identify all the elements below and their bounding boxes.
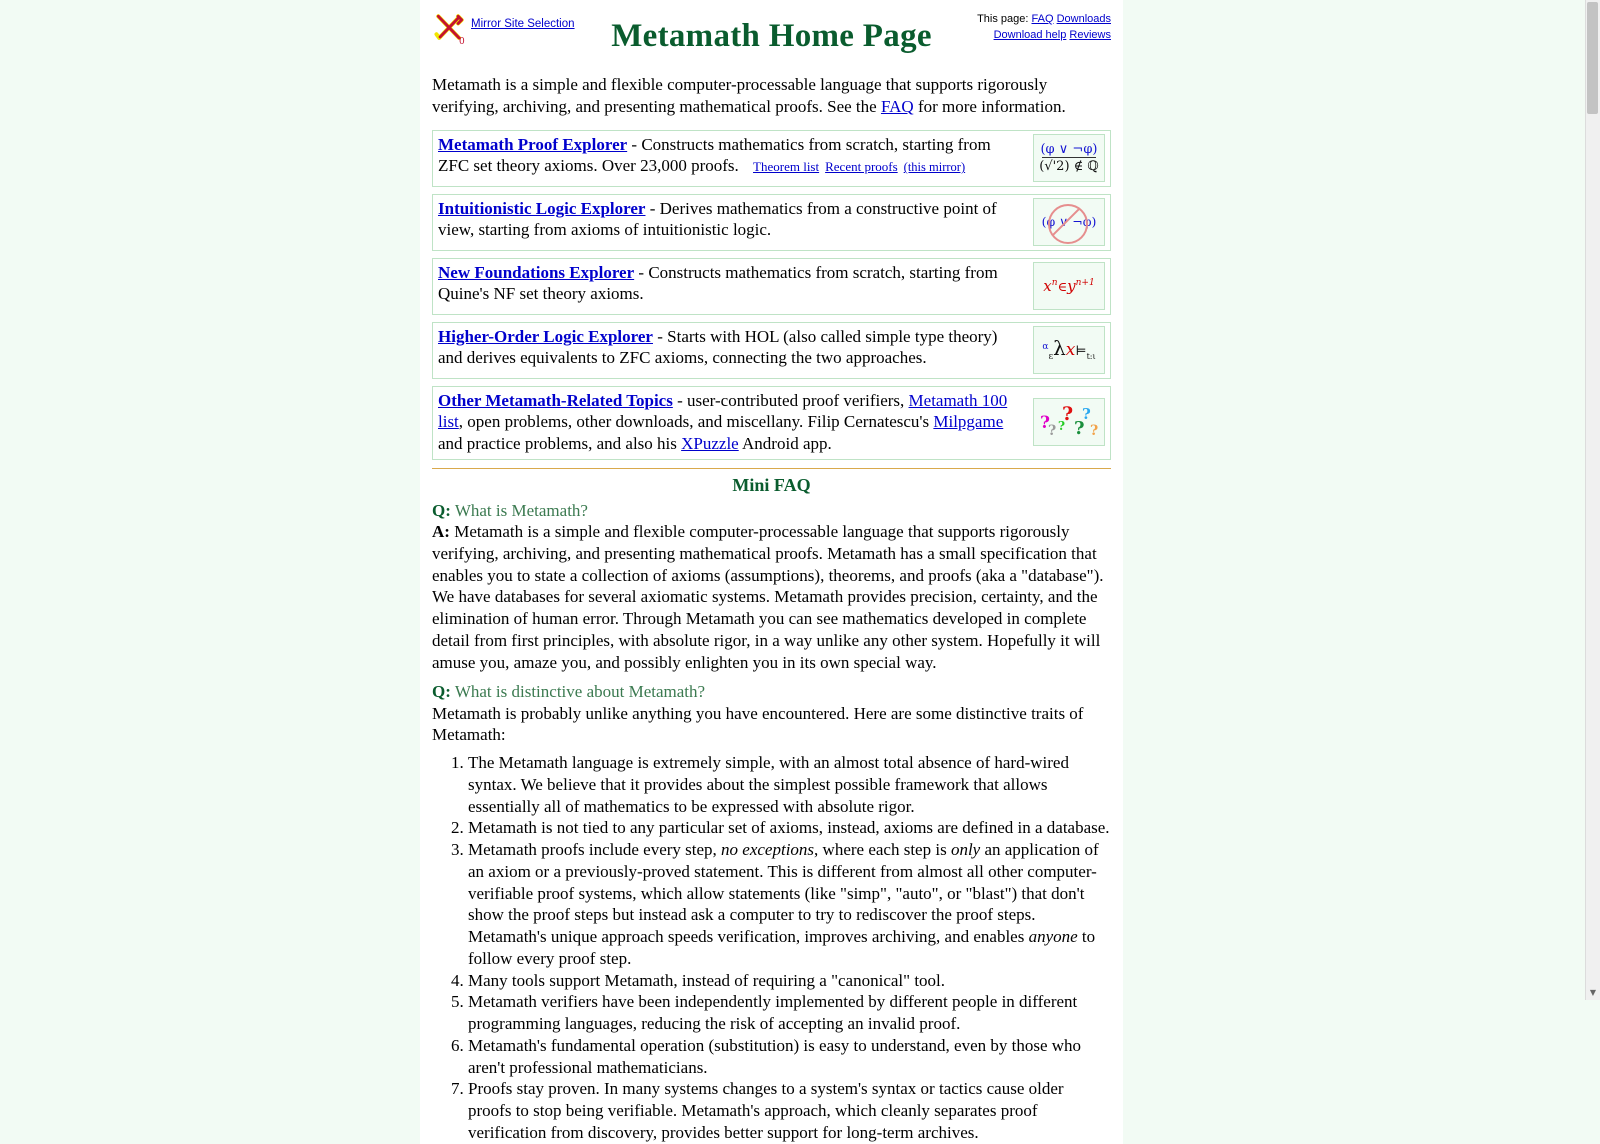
icon-base-x: x	[1043, 276, 1052, 295]
quicklink-faq[interactable]: FAQ	[1031, 13, 1054, 25]
scroll-down-arrow-icon[interactable]: ▼	[1589, 988, 1597, 997]
question-mark-glyph-4: ?	[1062, 403, 1074, 426]
page-quicklinks	[977, 12, 1111, 44]
icon-formula-bottom: (√'2) ∉ ℚ	[1039, 158, 1099, 174]
question-marks-group	[1036, 401, 1102, 443]
trait-item: 4. Many tools support Metamath, instead of requiring a "canonical" tool.	[468, 970, 1111, 992]
stratified-membership-icon	[1033, 262, 1105, 310]
trait-item: 3. Metamath proofs include every step, no exceptions, where each step is only an application of an axiom or a previously-proved statement. This is different from almost all other computer-verifiable proof systems, which allow statements (like "simp", "auto", or "blast") that don't show the proof steps but instead ask a computer to try to rediscover the proof steps. Metamath's unique approach speeds verification, improves archiving, and enables anyone to follow every proof step.	[468, 839, 1111, 970]
faq-entries	[432, 500, 1111, 746]
page-title: Metamath Home Page	[611, 18, 932, 54]
icon-lambda: λ	[1053, 335, 1066, 360]
explorer-box-list	[432, 130, 1111, 460]
intro-text: Metamath is a simple and flexible computer-processable language that supports rigorously verifying, archiving, and presenting mathematical proofs. See the	[432, 75, 1048, 116]
explorer-box-higher-order-logic-explorer[interactable]	[432, 322, 1111, 379]
svg-text:0: 0	[459, 37, 465, 48]
trait-item: 1. The Metamath language is extremely simple, with an almost total absence of hard-wired syntax. We believe that it provides about the simplest possible framework that allows essentially all of mathematics to be expressed with absolute rigor.	[468, 752, 1111, 817]
explorer-text	[438, 198, 1033, 246]
icon-variable-x: x	[1065, 339, 1076, 360]
scrollbar-thumb[interactable]	[1587, 2, 1598, 114]
q-marker: Q:	[432, 682, 451, 702]
explorer-link-mpe[interactable]: Metamath Proof Explorer	[438, 134, 628, 154]
explorer-link-nfe[interactable]: New Foundations Explorer	[438, 262, 635, 282]
emphasis-text: only	[950, 840, 981, 859]
explorer-desc: - Derives mathematics from a constructive point of view, starting from axioms of intuitionistic logic.	[438, 198, 997, 240]
prohibition-circle-icon	[1048, 204, 1088, 244]
page-header	[420, 0, 1123, 70]
icon-divider	[1042, 157, 1095, 158]
quicklink-download-help[interactable]: Download help	[993, 28, 1067, 41]
icon-alpha: α	[1042, 341, 1049, 352]
excluded-middle-and-irrational-root2-icon	[1033, 134, 1105, 182]
intro-faq-link[interactable]: FAQ	[880, 96, 914, 116]
question-mark-glyph-6: ?	[1082, 405, 1091, 424]
theorem-list-link[interactable]: Theorem list	[753, 159, 820, 175]
intro-paragraph	[432, 74, 1111, 118]
icon-formula: (φ ∨ ¬φ)	[1041, 214, 1097, 229]
quicklinks-label: This page:	[977, 13, 1029, 25]
faq-answer-2: Metamath is probably unlike anything you have encountered. Here are some distinctive traits of Metamath:	[432, 703, 1084, 745]
explorer-text	[438, 326, 1033, 374]
lambda-typing-icon	[1033, 326, 1105, 374]
a-text: Metamath is a simple and flexible computer-processable language that supports rigorously verifying, archiving, and presenting mathematical proofs. Metamath has a small specification that enables you to state a collection of axioms (assumptions), theorems, and proofs (aka a "database"). We have databases for several axiomatic systems. Metamath provides precision, certainty, and the elimination of human error. Through Metamath you can see mathematics developed in complete detail from first principles, with absolute rigor, in a way unlike any other system. Hopefully it will amuse you, amaze you, and possibly enlighten you in its own special way.	[432, 522, 1104, 672]
intro-text-tail: for more information.	[913, 96, 1066, 116]
explorer-desc: - Starts with HOL (also called simple type theory) and derives equivalents to ZFC axioms, connecting the two approaches.	[438, 326, 998, 368]
explorer-text	[438, 134, 1033, 182]
explorer-desc-part-2: , open problems, other downloads, and miscellany. Filip Cernatescu's	[458, 412, 934, 432]
explorer-desc: - Constructs mathematics from scratch, starting from ZFC set theory axioms. Over 23,000 proofs.	[438, 134, 991, 176]
question-mark-glyph-2: ?	[1048, 423, 1057, 440]
a-marker: A:	[432, 522, 450, 541]
question-mark-glyph-3: ?	[1058, 419, 1066, 434]
explorer-box-intuitionistic-logic-explorer[interactable]	[432, 194, 1111, 251]
icon-base-y: y	[1067, 276, 1076, 295]
milpgame-link[interactable]: Milpgame	[933, 412, 1004, 432]
logo-group	[432, 10, 575, 46]
explorer-link-other-topics[interactable]: Other Metamath-Related Topics	[438, 390, 673, 410]
icon-epsilon: ε	[1048, 351, 1054, 362]
colored-question-marks-icon	[1033, 398, 1105, 446]
faq-question-1	[432, 500, 1111, 521]
explorer-box-other-topics[interactable]	[432, 386, 1111, 460]
metamath-aleph-null-logo-icon	[432, 10, 468, 46]
icon-formula-top: (φ ∨ ¬φ)	[1040, 141, 1098, 157]
trait-item: 6. Metamath's fundamental operation (substitution) is easy to understand, even by those who aren't professional mathematicians.	[468, 1035, 1111, 1079]
explorer-desc-part-3: and practice problems, and also his	[438, 434, 682, 453]
explorer-desc-part-1: - user-contributed proof verifiers,	[672, 390, 909, 410]
faq-question-2	[432, 681, 1111, 702]
q-text: What is distinctive about Metamath?	[454, 682, 706, 702]
q-text: What is Metamath?	[454, 500, 588, 520]
explorer-link-ile[interactable]: Intuitionistic Logic Explorer	[438, 198, 646, 218]
no-excluded-middle-icon	[1033, 198, 1105, 246]
explorer-box-new-foundations-explorer[interactable]	[432, 258, 1111, 315]
icon-membership-op: ∈	[1057, 279, 1068, 295]
explorer-desc: - Constructs mathematics from scratch, starting from Quine's NF set theory axioms.	[438, 262, 998, 304]
distinctive-traits-list	[432, 752, 1111, 1144]
question-mark-glyph-5: ?	[1074, 418, 1085, 440]
mirror-site-selection-link[interactable]: Mirror Site Selection	[471, 18, 575, 30]
vertical-scrollbar[interactable]	[1585, 0, 1600, 1000]
explorer-sublinks	[753, 159, 971, 174]
icon-sup-n: n	[1051, 277, 1058, 288]
explorer-text	[438, 390, 1033, 455]
icon-entails: ⊨	[1075, 343, 1087, 359]
metamath-100-list-link[interactable]: Metamath 100 list	[438, 390, 1008, 432]
xpuzzle-link[interactable]: XPuzzle	[681, 434, 739, 453]
emphasis-text: no exceptions	[721, 840, 815, 859]
faq-answer-1	[432, 521, 1111, 673]
faq-divider	[432, 468, 1111, 469]
q-marker: Q:	[432, 500, 451, 520]
recent-proofs-link[interactable]: Recent proofs	[825, 159, 898, 175]
question-mark-glyph-1: ?	[1040, 413, 1050, 434]
faq-heading: Mini FAQ	[732, 474, 811, 495]
trait-item: 2. Metamath is not tied to any particular set of axioms, instead, axioms are defined in a database.	[468, 817, 1111, 839]
this-mirror-link[interactable]: (this mirror)	[903, 160, 966, 175]
explorer-box-metamath-proof-explorer[interactable]	[432, 130, 1111, 187]
trait-item: 7. Proofs stay proven. In many systems changes to a system's syntax or tactics cause older proofs to stop being verifiable. Metamath's approach, which cleanly separates proof verification from discovery, provides better support for long-term archives.	[468, 1078, 1111, 1143]
question-mark-glyph-7: ?	[1090, 423, 1099, 440]
explorer-link-hole[interactable]: Higher-Order Logic Explorer	[438, 326, 653, 346]
quicklink-reviews[interactable]: Reviews	[1069, 28, 1111, 41]
trait-item: 5. Metamath verifiers have been independently implemented by different people in different programming languages, reducing the risk of accepting an invalid proof.	[468, 991, 1111, 1035]
explorer-desc-part-4: Android app.	[738, 434, 832, 453]
emphasis-text: anyone	[1028, 927, 1078, 946]
icon-type-annotation: t:ι	[1086, 351, 1096, 361]
page-content	[420, 0, 1123, 1144]
icon-sup-n-plus-1: n+1	[1075, 277, 1095, 288]
explorer-text	[438, 262, 1033, 310]
quicklink-downloads[interactable]: Downloads	[1056, 13, 1111, 25]
